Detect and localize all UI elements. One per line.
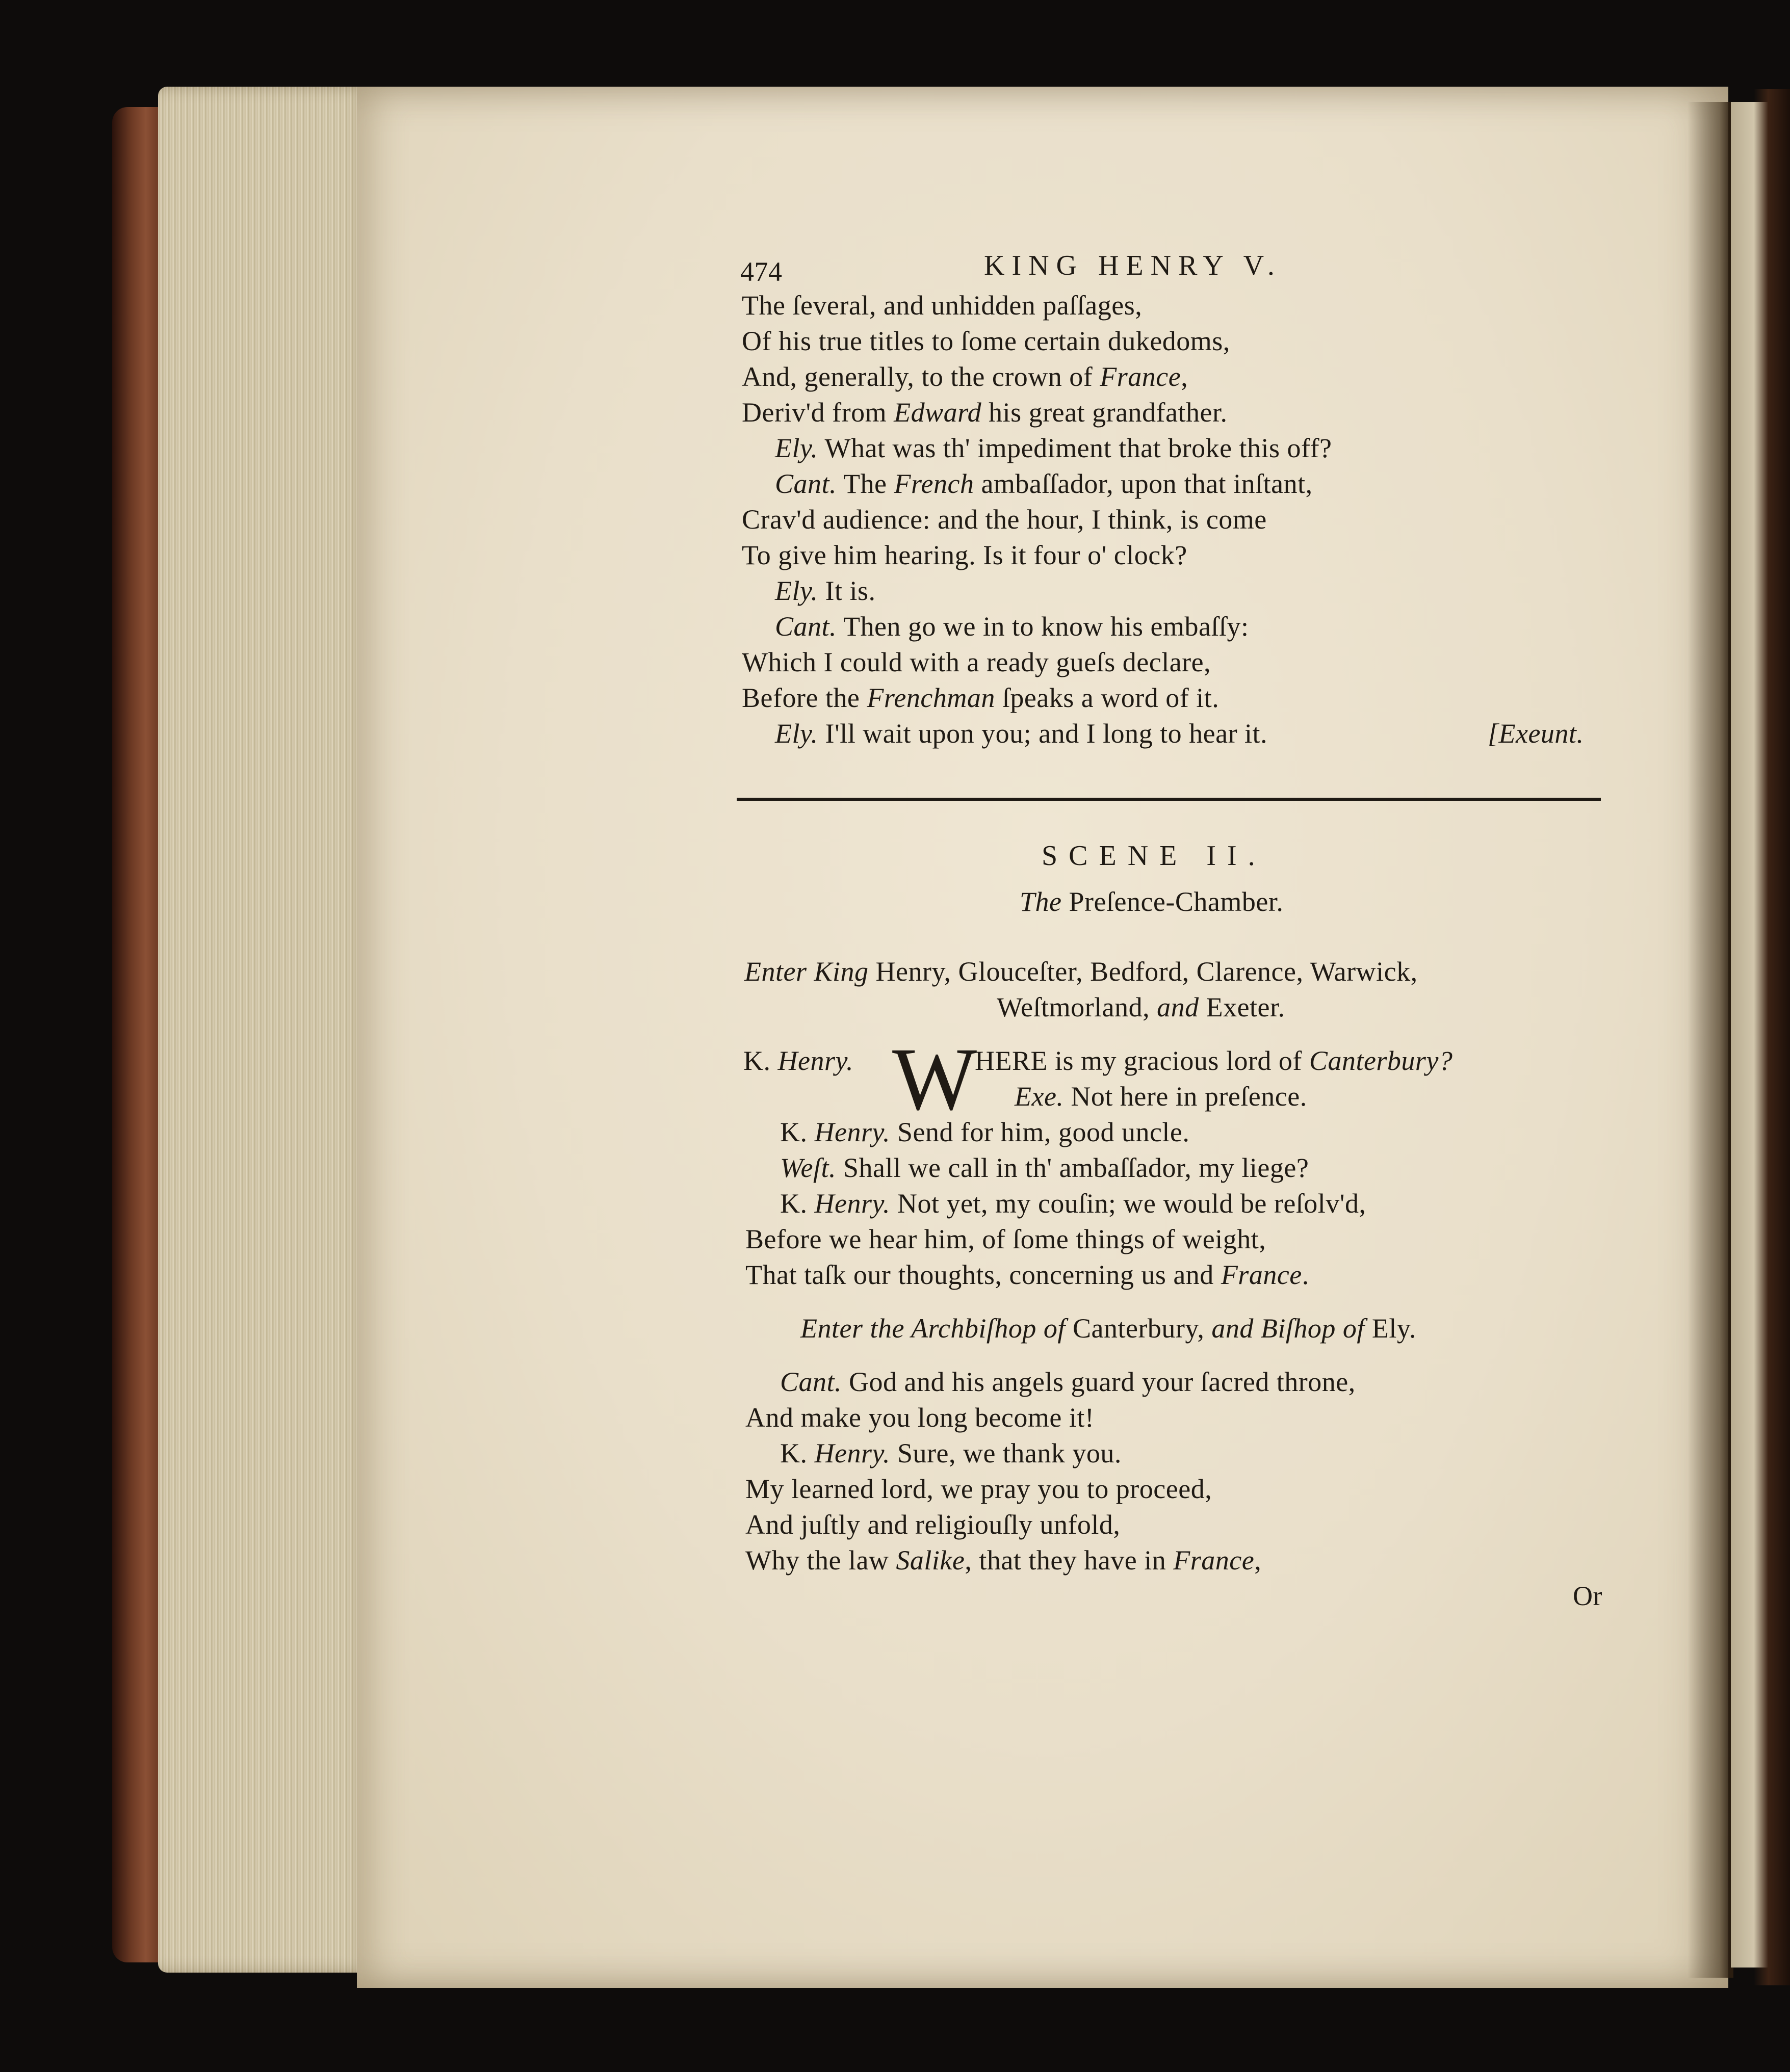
speech-line: HERE is my gracious lord of Canterbury?: [975, 1045, 1453, 1076]
speech-line: Cant. The French ambaſſador, upon that inſtant,: [775, 468, 1313, 499]
speech-line: Ely. I'll wait upon you; and I long to hear it.: [775, 718, 1268, 749]
speech-line: Ely. It is.: [775, 575, 876, 606]
drop-cap: W: [892, 1030, 977, 1129]
speaker-k-henry: K. Henry.: [743, 1045, 853, 1076]
page-text: [357, 87, 1728, 1988]
stage-direction-exeunt: [Exeunt.: [1488, 718, 1584, 749]
speech-line: Ely. What was th' impediment that broke this off?: [775, 433, 1332, 463]
speech-line: Cant. Then go we in to know his embaſſy:: [775, 611, 1249, 642]
leather-cover-right: [1754, 89, 1790, 1985]
text-line: And make you long become it!: [745, 1402, 1095, 1433]
text-line: The ſeveral, and unhidden paſſages,: [742, 290, 1143, 321]
speech-line: K. Henry. Not yet, my couſin; we would be reſolv'd,: [780, 1188, 1366, 1219]
catchword: Or: [1573, 1581, 1602, 1611]
text-line: To give him hearing. Is it four o' clock?: [742, 540, 1187, 570]
speech-line: Weſt. Shall we call in th' ambaſſador, my liege?: [780, 1152, 1309, 1183]
page-number: 474: [740, 256, 783, 287]
text-line: Which I could with a ready gueſs declare,: [742, 647, 1211, 677]
speech-line: K. Henry. Send for him, good uncle.: [780, 1117, 1190, 1147]
speech-line: K. Henry. Sure, we thank you.: [780, 1438, 1122, 1468]
text-line: Of his true titles to ſome certain dukedoms,: [742, 326, 1230, 356]
text-line: Crav'd audience: and the hour, I think, is come: [742, 504, 1267, 535]
stage-direction: Enter the Archbiſhop of Canterbury, and Biſhop of Ely.: [800, 1313, 1416, 1344]
speech-line: Cant. God and his angels guard your ſacred throne,: [780, 1367, 1356, 1397]
speech-line: Exe. Not here in preſence.: [1015, 1081, 1307, 1112]
section-rule: [737, 798, 1601, 801]
running-head: KING HENRY V.: [984, 250, 1282, 281]
text-line: Why the law Salike, that they have in France,: [745, 1545, 1262, 1576]
text-line: My learned lord, we pray you to proceed,: [745, 1474, 1212, 1504]
text-line: Before we hear him, of ſome things of weight,: [745, 1224, 1266, 1254]
text-line: Before the Frenchman ſpeaks a word of it.: [742, 683, 1220, 713]
text-line: That taſk our thoughts, concerning us and France.: [745, 1260, 1309, 1290]
page-edges: [158, 87, 372, 1973]
text-line: And juſtly and religiouſly unfold,: [745, 1509, 1121, 1540]
text-line: And, generally, to the crown of France,: [742, 361, 1188, 392]
scene-location: The Preſence-Chamber.: [1020, 886, 1284, 917]
text-line: Deriv'd from Edward his great grandfather.: [742, 397, 1228, 428]
stage-direction: Weſtmorland, and Exeter.: [997, 992, 1285, 1022]
scene-heading: SCENE II.: [1042, 840, 1266, 872]
stage-direction: Enter King Henry, Glouceſter, Bedford, Clarence, Warwick,: [744, 956, 1418, 987]
